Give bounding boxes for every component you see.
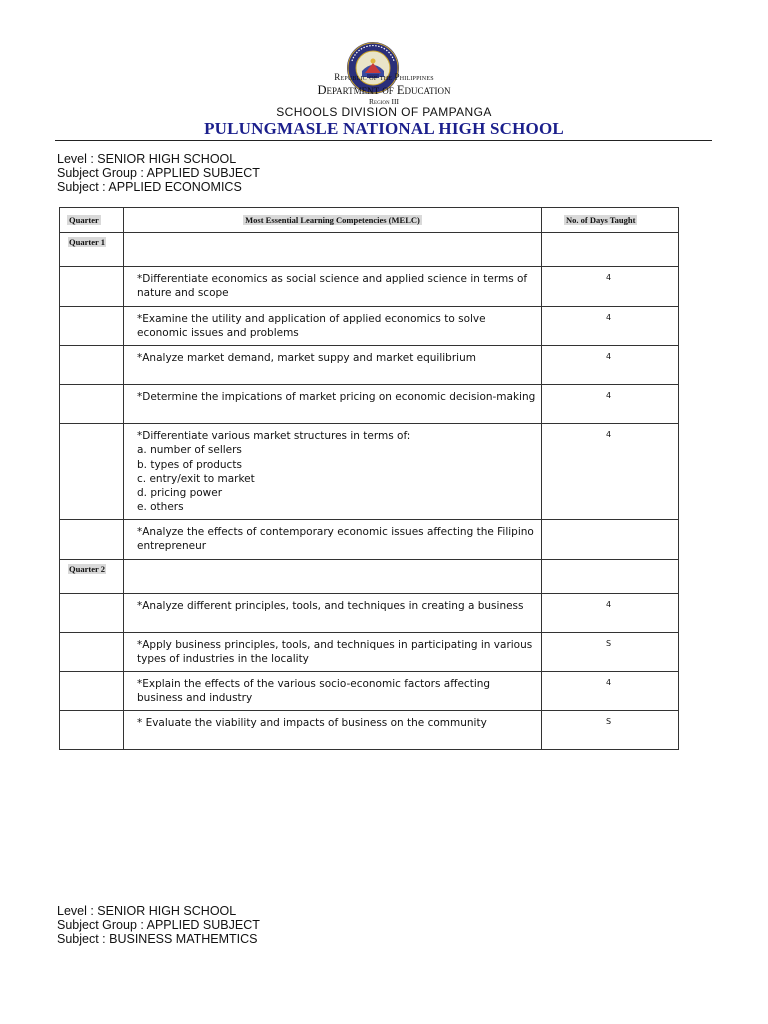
- competency-text: *Differentiate economics as social science and applied science in terms of nature and scope: [124, 267, 542, 307]
- days-value: 4: [542, 307, 679, 346]
- table-row: [60, 711, 679, 750]
- table-row: [60, 267, 679, 307]
- list-item: c. entry/exit to market: [137, 472, 255, 485]
- list-item: b. types of products: [137, 458, 242, 471]
- competency-text: *Differentiate various market structures in terms of: a. number of sellers b. types of products c. entry/exit to market d. pricing power e. others: [124, 424, 542, 520]
- region-line: Region III: [369, 97, 399, 106]
- days-value: S: [542, 633, 679, 672]
- competency-text: *Examine the utility and application of applied economics to solve economic issues and problems: [124, 307, 542, 346]
- subject-line: Subject : APPLIED ECONOMICS: [57, 180, 242, 194]
- header-melc: Most Essential Learning Competencies (MELC): [124, 208, 542, 233]
- table-row: [60, 385, 679, 424]
- days-value: 4: [542, 385, 679, 424]
- competency-text: *Determine the impications of market pricing on economic decision-making: [124, 385, 542, 424]
- days-value: [542, 520, 679, 560]
- table-row: [60, 633, 679, 672]
- republic-line: Republic of the Philippines: [334, 72, 434, 82]
- header-quarter: Quarter: [60, 208, 124, 233]
- quarter-label: Quarter 2: [60, 560, 124, 594]
- level-line: Level : SENIOR HIGH SCHOOL: [57, 152, 237, 166]
- table-header-row: [60, 208, 679, 233]
- department-line: Department of Education: [317, 83, 451, 97]
- table-row: [60, 594, 679, 633]
- competency-text: *Explain the effects of the various socio-economic factors affecting business and industry: [124, 672, 542, 711]
- table-row: [60, 672, 679, 711]
- competency-text: *Analyze the effects of contemporary economic issues affecting the Filipino entrepreneur: [124, 520, 542, 560]
- days-value: 4: [542, 346, 679, 385]
- level-line: Level : SENIOR HIGH SCHOOL: [57, 904, 237, 918]
- competency-text: * Evaluate the viability and impacts of business on the community: [124, 711, 542, 750]
- subject-group-line: Subject Group : APPLIED SUBJECT: [57, 166, 260, 180]
- list-item: e. others: [137, 501, 184, 514]
- quarter-row: [60, 560, 679, 594]
- header-divider: [55, 140, 712, 141]
- table-row: [60, 520, 679, 560]
- quarter-label: Quarter 1: [60, 233, 124, 267]
- days-value: S: [542, 711, 679, 750]
- days-value: 4: [542, 594, 679, 633]
- header-days: No. of Days Taught: [542, 208, 679, 233]
- subject-group-line: Subject Group : APPLIED SUBJECT: [57, 918, 260, 932]
- division-line: SCHOOLS DIVISION OF PAMPANGA: [276, 105, 492, 119]
- melc-table: [59, 207, 679, 750]
- table-row: [60, 346, 679, 385]
- list-item: d. pricing power: [137, 487, 223, 500]
- competency-text: *Analyze market demand, market suppy and market equilibrium: [124, 346, 542, 385]
- table-row: [60, 307, 679, 346]
- school-name: PULUNGMASLE NATIONAL HIGH SCHOOL: [204, 119, 564, 138]
- list-item: a. number of sellers: [137, 444, 242, 457]
- subject-info-2: [57, 904, 260, 946]
- days-value: 4: [542, 672, 679, 711]
- subject-line: Subject : BUSINESS MATHEMTICS: [57, 932, 258, 946]
- competency-text: *Analyze different principles, tools, and techniques in creating a business: [124, 594, 542, 633]
- competency-text: *Apply business principles, tools, and techniques in participating in various types of industries in the locality: [124, 633, 542, 672]
- days-value: 4: [542, 424, 679, 520]
- quarter-row: [60, 233, 679, 267]
- subject-info-1: [57, 152, 260, 194]
- days-value: 4: [542, 267, 679, 307]
- table-row: [60, 424, 679, 520]
